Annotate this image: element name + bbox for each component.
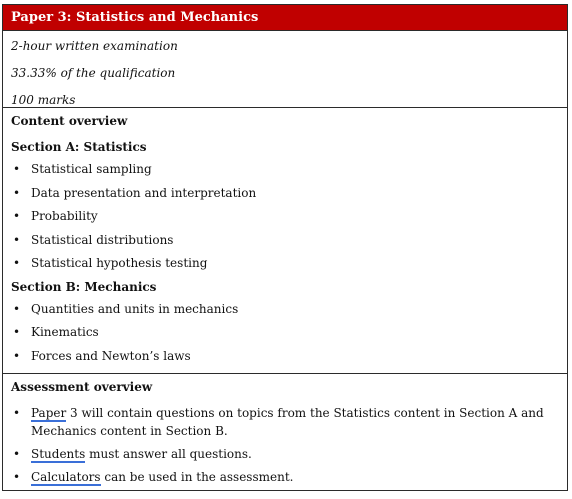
section-a-heading: Section A: Statistics bbox=[11, 140, 147, 154]
assessment-item: • Paper 3 will contain questions on topics from the Statistics content in Section A and Mechanics content in Section B. bbox=[13, 406, 544, 438]
exam-weighting: 33.33% of the qualification bbox=[11, 66, 176, 80]
section-b-list bbox=[11, 298, 559, 369]
bullet-icon: • bbox=[13, 348, 21, 363]
list-item: • Probability bbox=[11, 205, 559, 229]
exam-duration: 2-hour written examination bbox=[11, 39, 178, 53]
bullet-icon: • bbox=[13, 447, 21, 461]
list-item: • Forces and Newton’s laws bbox=[11, 345, 559, 369]
spellcheck-underlined-word[interactable]: Students bbox=[31, 447, 86, 461]
section-a-list bbox=[11, 158, 559, 276]
bullet-icon: • bbox=[13, 301, 21, 316]
list-item: • Statistical distributions bbox=[11, 229, 559, 253]
list-item: • Statistical sampling bbox=[11, 158, 559, 182]
spec-table bbox=[2, 4, 568, 491]
content-overview-section bbox=[3, 108, 567, 374]
paper-title: Paper 3: Statistics and Mechanics bbox=[11, 10, 259, 25]
spellcheck-underlined-word[interactable]: Paper bbox=[31, 406, 67, 420]
section-b-heading: Section B: Mechanics bbox=[11, 279, 157, 294]
paper-title-header bbox=[3, 5, 567, 31]
bullet-icon: • bbox=[13, 406, 21, 420]
bullet-icon: • bbox=[13, 209, 21, 223]
bullet-icon: • bbox=[13, 185, 21, 200]
bullet-icon: • bbox=[13, 325, 21, 339]
bullet-icon: • bbox=[13, 162, 21, 176]
list-item: • Data presentation and interpretation bbox=[11, 182, 559, 206]
exam-marks: 100 marks bbox=[11, 93, 76, 107]
bullet-icon: • bbox=[13, 232, 21, 247]
list-item: • Kinematics bbox=[11, 321, 559, 345]
assessment-overview-section bbox=[3, 374, 567, 492]
exam-meta-section bbox=[3, 31, 567, 108]
spellcheck-underlined-word[interactable]: Calculators bbox=[31, 470, 101, 484]
list-item: • Statistical hypothesis testing bbox=[11, 252, 559, 276]
bullet-icon: • bbox=[13, 470, 21, 484]
assessment-overview-heading: Assessment overview bbox=[11, 380, 153, 394]
content-overview-heading: Content overview bbox=[11, 114, 128, 128]
assessment-item: • Calculators can be used in the assessment. bbox=[13, 470, 294, 484]
assessment-item: • Students must answer all questions. bbox=[13, 447, 252, 461]
list-item: • Quantities and units in mechanics bbox=[11, 298, 559, 322]
assessment-item-continuation: Mechanics content in Section B. bbox=[31, 424, 228, 438]
bullet-icon: • bbox=[13, 256, 21, 270]
